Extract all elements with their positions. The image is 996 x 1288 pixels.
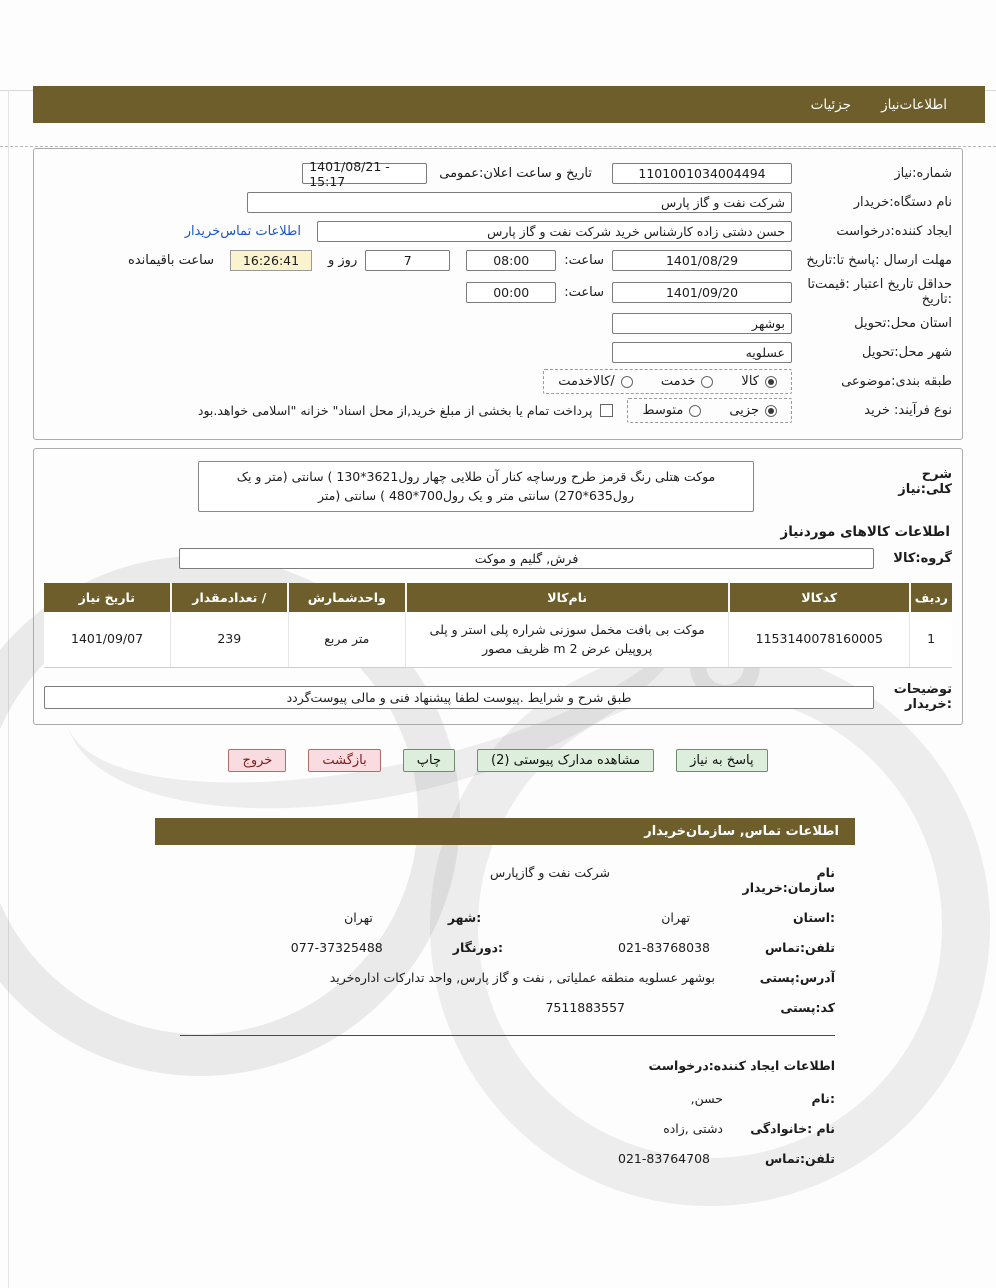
contact-fax-value: 077-37325488 — [290, 940, 383, 956]
notes-label — [874, 682, 952, 712]
row-process-type — [44, 398, 952, 423]
cell-item-name: موکت بی بافت مخمل سوزنی شراره پلی استر و پلی پروپیلن عرض 2 m ظریف مصور — [406, 612, 729, 668]
row-creator-family — [160, 1121, 835, 1136]
announce-field[interactable] — [302, 158, 427, 189]
contact-city-label: :شهر — [447, 910, 482, 926]
creator-name-label: :نام — [811, 1091, 835, 1107]
category-radio-group — [543, 369, 792, 394]
deadline-hour-field[interactable] — [466, 250, 556, 271]
contact-address-label: آدرس:پستی — [759, 970, 835, 986]
cell-row-number: 1 — [910, 612, 952, 668]
row-request-creator — [44, 219, 952, 244]
buyer-org-label: نام دستگاه:خریدار — [853, 195, 952, 210]
contact-divider — [180, 1035, 835, 1036]
category-label: طبقه بندی:موضوعی — [841, 374, 952, 389]
row-postal-code — [160, 1000, 835, 1015]
items-table-header-row — [44, 583, 952, 612]
cell-unit: متر مربع — [288, 612, 406, 668]
actions-bar — [0, 749, 996, 772]
row-creator-phone — [160, 1151, 835, 1166]
tab-details[interactable]: جزئیات — [810, 96, 852, 113]
items-table-row — [44, 612, 952, 668]
header-item-code: کدکالا — [729, 583, 910, 612]
need-items-box — [33, 448, 963, 725]
item-code-value: 1153140078160005 — [755, 631, 883, 647]
need-desc-field[interactable]: موکت هتلی رنگ قرمز طرح ورساچه کنار آن طلایی چهار رول3621*130 ) سانتی (متر و یک رول635*270) سانتی متر و یک رول700*480 ) سانتی (متر — [198, 461, 754, 512]
row-reply-deadline — [44, 248, 952, 273]
remaining-days-field[interactable] — [365, 250, 450, 271]
print-button[interactable]: چاپ — [403, 749, 455, 772]
province-label: استان محل:تحویل — [854, 316, 952, 331]
creator-phone-label: تلفن:تماس — [764, 1151, 835, 1167]
creator-field[interactable] — [317, 221, 792, 242]
radio-label: /کالاخدمت — [558, 374, 615, 389]
items-table — [44, 583, 952, 669]
row-phone-fax — [160, 940, 835, 955]
radio-selected-icon — [765, 376, 777, 388]
contact-province-value: تهران — [661, 910, 690, 926]
reply-to-need-button[interactable]: پاسخ به نیاز — [676, 749, 768, 772]
validity-hour-label: ساعت: — [564, 284, 604, 300]
need-detail-form — [33, 148, 963, 440]
creator-family-label: نام :خانوادگی — [750, 1121, 835, 1137]
creator-label: ایجاد کننده:درخواست — [836, 224, 952, 239]
group-label: گروه:کالا — [893, 550, 952, 566]
contact-address-value: بوشهر عسلویه منطقه عملیاتی , نفت و گاز پارس, واحد تدارکات اداره‌خرید — [329, 970, 715, 986]
buyer-org-value: شرکت نفت و گاز پارس — [661, 195, 785, 210]
row-postal-address — [160, 970, 835, 985]
org-name-label: نام سازمان:خریدار — [742, 865, 835, 896]
contact-section-header: اطلاعات تماس, سازمان‌خریدار — [155, 818, 855, 845]
radio-label: متوسط — [642, 403, 684, 418]
creator-family-value: دشتی ,زاده — [663, 1121, 723, 1137]
remaining-label: ساعت باقیمانده — [128, 253, 214, 268]
deadline-date-value: 1401/08/29 — [665, 253, 739, 268]
radio-option-medium[interactable] — [642, 403, 701, 418]
treasury-checkbox[interactable] — [600, 404, 613, 417]
creator-name-value: حسن, — [690, 1091, 723, 1107]
process-radio-group — [627, 398, 792, 423]
row-price-validity — [44, 277, 952, 307]
notes-field[interactable] — [44, 686, 874, 709]
radio-option-service[interactable] — [661, 374, 714, 389]
days-label: روز و — [327, 253, 358, 268]
page — [0, 86, 996, 1166]
header-item-name: نام‌کالا — [406, 583, 729, 612]
notes-label-line2: :خریدار — [905, 697, 952, 713]
need-desc-label: شرح کلی:نیاز — [898, 467, 952, 497]
radio-icon — [701, 376, 713, 388]
radio-option-goods-service[interactable] — [558, 374, 633, 389]
row-delivery-province — [44, 311, 952, 336]
need-number-value: 1101001034004494 — [638, 166, 766, 181]
validity-date-value: 1401/09/20 — [665, 284, 739, 300]
contact-phone-label: تلفن:تماس — [764, 940, 835, 956]
contact-fax-label: :دورنگار — [452, 940, 503, 956]
header-quantity: / تعدادمقدار — [171, 583, 288, 612]
cell-quantity: 239 — [171, 612, 288, 668]
radio-option-goods[interactable] — [741, 374, 777, 389]
buyer-org-field[interactable] — [247, 192, 792, 213]
process-label: نوع فرآیند: خرید — [864, 403, 952, 418]
validity-label — [792, 277, 952, 307]
group-field[interactable] — [179, 548, 874, 569]
radio-icon — [621, 376, 633, 388]
validity-date-field[interactable] — [612, 282, 792, 303]
view-attachments-button[interactable]: مشاهده مدارک پیوستی (2) — [477, 749, 654, 772]
header-unit: واحدشمارش — [288, 583, 406, 612]
buyer-contact-link[interactable]: اطلاعات تماس‌خریدار — [184, 224, 301, 239]
group-value: فرش, گلیم و موکت — [474, 550, 579, 566]
deadline-hour-label: ساعت: — [564, 253, 604, 268]
validity-label-line2: :تاریخ — [921, 292, 952, 307]
radio-label: خدمت — [660, 374, 696, 389]
contact-city-value: تهران — [344, 910, 373, 926]
contact-province-label: :استان — [792, 910, 835, 926]
row-buyer-org — [44, 190, 952, 215]
row-goods-group — [44, 546, 952, 571]
row-delivery-city — [44, 340, 952, 365]
city-value: عسلویه — [745, 345, 785, 360]
need-date-value: 1401/09/07 — [71, 631, 144, 647]
contact-section — [160, 865, 835, 1166]
notes-label-line1: توضیحات — [893, 682, 952, 698]
validity-hour-field[interactable] — [466, 282, 556, 303]
contact-phone-value: 021-83768038 — [618, 940, 710, 956]
treasury-note: پرداخت تمام یا بخشی از مبلغ خرید,از محل اسناد" خزانه "اسلامی خواهد.بود — [197, 403, 593, 418]
notes-value: طبق شرح و شرایط .پیوست لطفا پیشنهاد فنی و مالی پیوست‌گردد — [286, 689, 632, 705]
row-buyer-notes — [44, 682, 952, 712]
creator-section-heading: اطلاعات ایجاد کننده:درخواست — [648, 1058, 835, 1074]
need-number-field[interactable] — [612, 163, 792, 184]
validity-label-line1: حداقل تاریخ اعتبار :قیمت‌تا — [807, 277, 952, 292]
row-need-number — [44, 158, 952, 189]
cell-item-code — [729, 612, 910, 668]
row-need-description — [44, 461, 952, 512]
header-bar — [33, 86, 985, 123]
exit-button[interactable]: خروج — [228, 749, 286, 772]
radio-selected-icon — [765, 405, 777, 417]
province-value: بوشهر — [751, 316, 785, 331]
header-row-number: ردیف — [910, 583, 952, 612]
postal-code-value: 7511883557 — [545, 1000, 625, 1016]
items-heading: اطلاعات کالاهای موردنیاز — [780, 523, 950, 540]
radio-option-minor[interactable] — [729, 403, 777, 418]
deadline-label: مهلت ارسال :پاسخ تا:تاریخ — [806, 253, 952, 268]
tab-need-info[interactable]: اطلاعات‌نیاز — [881, 96, 947, 113]
row-subject-category — [44, 369, 952, 394]
announce-label: تاریخ و ساعت اعلان:عمومی — [439, 166, 592, 181]
deadline-hour-value: 08:00 — [493, 253, 530, 268]
remaining-days-value: 7 — [403, 253, 412, 268]
province-field[interactable] — [612, 313, 792, 334]
creator-value: حسن دشتی زاده کارشناس خرید شرکت نفت و گاز پارس — [487, 224, 785, 239]
back-button[interactable]: بازگشت — [308, 749, 380, 772]
row-creator-name — [160, 1091, 835, 1106]
header-need-date: تاریخ نیاز — [44, 583, 171, 612]
announce-value: 1401/08/21 - 15:17 — [309, 158, 390, 189]
remaining-time-badge — [230, 250, 312, 271]
creator-phone-value: 021-83764708 — [618, 1151, 710, 1167]
city-label: شهر محل:تحویل — [862, 345, 952, 360]
city-field[interactable] — [612, 342, 792, 363]
row-province-city — [160, 910, 835, 925]
org-name-value: شرکت نفت و گازپارس — [489, 865, 610, 881]
remaining-time-value: 16:26:41 — [242, 253, 300, 268]
radio-label: جزیی — [729, 403, 759, 418]
radio-label: کالا — [741, 374, 759, 389]
deadline-date-field[interactable] — [612, 250, 792, 271]
need-number-label: شماره:نیاز — [894, 166, 952, 181]
cell-need-date — [44, 612, 171, 668]
validity-hour-value: 00:00 — [493, 284, 530, 300]
radio-icon — [689, 405, 701, 417]
row-org-name — [160, 865, 835, 895]
postal-code-label: کد:پستی — [780, 1000, 835, 1016]
